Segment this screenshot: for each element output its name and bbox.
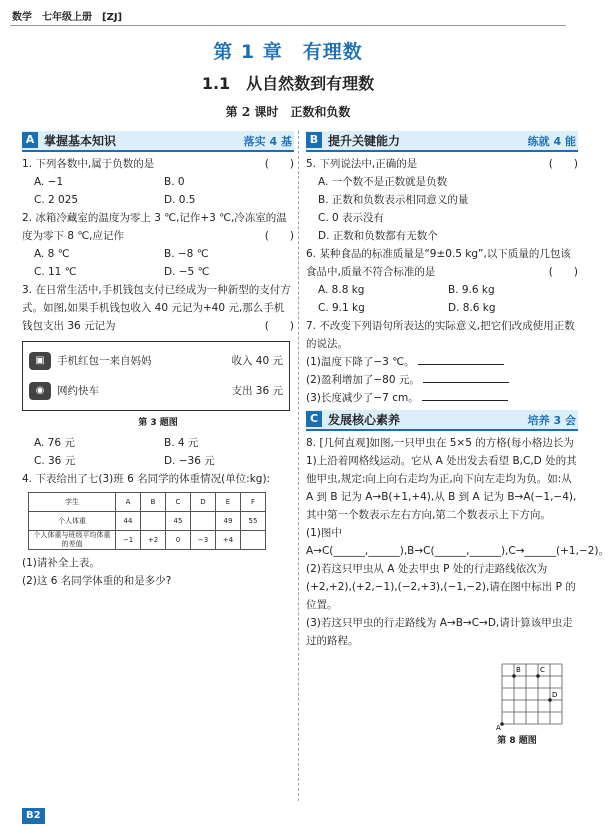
section-b-band [306,131,578,152]
q7-part1: (1)温度下降了−3 ℃。 [306,356,415,368]
chapter-title: 第 1 章 有理数 [213,41,363,63]
running-header: 数学 七年级上册 [ZJ] [12,12,123,23]
q8-stem: 8. [几何直观]如图,一只甲虫在 5×5 的方格(每小格边长为 1)上沿着网格线运动。它从 A 处出发去看望 B,C,D 处的其他甲虫,规定:向上向右走均为正,向下向左走均为负。如:从 A 到 B 记为 A→B(+1,+4),从 B 到 A 记为 B→A(−1,−4),其中第一个数表示左右方向,第二个数表示上下方向。 [306,437,577,521]
grid-svg [496,658,562,730]
q2-option-a: A. 8 ℃ [34,248,70,260]
section-b-title: 提升关键能力 [328,134,401,148]
table-cell: 55 [241,512,266,531]
q3-option-b: B. 4 元 [164,437,199,449]
table-cell: +2 [141,531,166,550]
q6-option-d: D. 8.6 kg [448,302,496,314]
section-c-band [306,410,578,431]
q2-answer-paren: ( ) [264,230,294,242]
q5-answer-paren: ( ) [548,158,578,170]
table-header-cell: D [191,493,216,512]
question-4 [22,470,294,590]
q5-option-b: B. 正数和负数表示相同意义的量 [318,194,469,206]
q5-option-a: A. 一个数不是正数就是负数 [318,176,448,188]
column-divider [298,131,299,801]
q8-part3: (3)若这只甲虫的行走路线为 A→B→C→D,请计算该甲虫走过的路程。 [306,617,573,647]
q3-option-d: D. −36 元 [164,455,215,467]
table-cell: −3 [191,531,216,550]
q7-part2: (2)盈利增加了−80 元。 [306,374,420,386]
table-cell: 49 [216,512,241,531]
q2-option-d: D. −5 ℃ [164,266,210,278]
right-column [306,131,609,752]
section-c-title: 发展核心素养 [328,413,401,427]
q1-stem: 1. 下列各数中,属于负数的是 [22,158,155,170]
q7-answer-line [423,372,509,383]
table-header-cell: B [141,493,166,512]
wallet-row2-label: 网约快车 [57,385,99,397]
section-a-band [22,131,294,152]
question-6 [306,245,578,317]
section-c-letter: C [306,411,322,427]
table-cell [241,531,266,550]
header-rule [10,25,566,26]
table-header-cell: 学生 [29,493,116,512]
section-a-letter: A [22,132,38,148]
left-column [22,131,294,590]
question-1 [22,155,294,209]
q7-answer-line [418,354,504,365]
q7-stem: 7. 不改变下列语句所表达的实际意义,把它们改成使用正数的说法。 [306,320,575,350]
q3-answer-paren: ( ) [264,320,294,332]
beetle-grid-figure [496,658,562,730]
table-cell: 44 [116,512,141,531]
q2-stem: 2. 冰箱冷藏室的温度为零上 3 ℃,记作+3 ℃,冷冻室的温度为零下 8 ℃,应记作 [22,212,287,242]
q1-option-b: B. 0 [164,176,185,188]
table-header-cell: C [166,493,191,512]
q5-stem: 5. 下列说法中,正确的是 [306,158,418,170]
section-b-sub: 练就 4 能 [527,135,576,148]
question-3 [22,281,294,470]
q6-stem: 6. 某种食品的标准质量是“9±0.5 kg”,以下质量的几包该食品中,质量不符合标准的是 [306,248,571,278]
wallet-figure [22,341,290,411]
q3-stem: 3. 在日常生活中,手机钱包支付已经成为一种新型的支付方式。如图,如果手机钱包收入 40 元记为+40 元,那么手机钱包支出 36 元记为 [22,284,291,332]
q1-option-c: C. 2 025 [34,194,79,206]
grid-label-a: A [496,724,501,732]
question-5 [306,155,578,245]
car-icon: ◉ [29,382,51,400]
section-a-title: 掌握基本知识 [44,134,117,148]
q3-caption: 第 3 题图 [138,418,178,428]
q1-option-d: D. 0.5 [164,194,196,206]
wallet-row1-value: 收入 40 元 [231,355,283,367]
q6-option-a: A. 8.8 kg [318,284,365,296]
table-cell: 个人体重与班级平均体重的差值 [29,531,116,550]
weight-table [28,492,266,550]
q3-option-c: C. 36 元 [34,455,76,467]
page-number: B2 [22,808,45,824]
q8-caption: 第 8 题图 [497,736,537,746]
point-c-marker [536,674,540,678]
section-title: 1.1 从自然数到有理数 [201,74,375,93]
table-cell: 个人体重 [29,512,116,531]
wallet-row2-value: 支出 36 元 [231,385,283,397]
q1-option-a: A. −1 [34,176,64,188]
q7-part3: (3)长度减少了−7 cm。 [306,392,419,404]
table-header-cell: F [241,493,266,512]
grid-label-c: C [540,666,545,674]
table-cell: 45 [166,512,191,531]
grid-label-d: D [552,691,558,699]
q2-option-c: C. 11 ℃ [34,266,77,278]
table-cell: −1 [116,531,141,550]
section-a-sub: 落实 4 基 [243,135,292,148]
q8-part1: (1)图中 A→C(______,______),B→C(______,______),C→______(+1,−2)。 [306,527,609,557]
q6-answer-paren: ( ) [548,266,578,278]
wallet-icon: ▣ [29,352,51,370]
q4-part1: (1)请补全上表。 [22,557,100,569]
point-b-marker [512,674,516,678]
table-cell [191,512,216,531]
question-8 [306,434,609,750]
q6-option-c: C. 9.1 kg [318,302,365,314]
q6-option-b: B. 9.6 kg [448,284,495,296]
question-7 [306,317,578,407]
q4-part2: (2)这 6 名同学体重的和是多少? [22,575,172,587]
q7-answer-line [422,390,508,401]
section-c-sub: 培养 3 会 [527,414,576,427]
q8-part2: (2)若这只甲虫从 A 处去甲虫 P 处的行走路线依次为(+2,+2),(+2,−1),(−2,+3),(−1,−2),请在图中标出 P 的位置。 [306,563,576,611]
table-header-cell: E [216,493,241,512]
section-b-letter: B [306,132,322,148]
table-header-cell: A [116,493,141,512]
wallet-row1-label: 手机红包一来自妈妈 [57,355,152,367]
q2-option-b: B. −8 ℃ [164,248,209,260]
lesson-title: 第 2 课时 正数和负数 [225,105,351,119]
q5-option-c: C. 0 表示没有 [318,212,385,224]
q5-option-d: D. 正数和负数都有无数个 [318,230,438,242]
grid-label-b: B [516,666,521,674]
table-cell: 0 [166,531,191,550]
question-2 [22,209,294,281]
table-cell [141,512,166,531]
q1-answer-paren: ( ) [264,158,294,170]
table-cell: +4 [216,531,241,550]
q4-stem: 4. 下表给出了七(3)班 6 名同学的体重情况(单位:kg): [22,473,271,485]
q3-option-a: A. 76 元 [34,437,75,449]
